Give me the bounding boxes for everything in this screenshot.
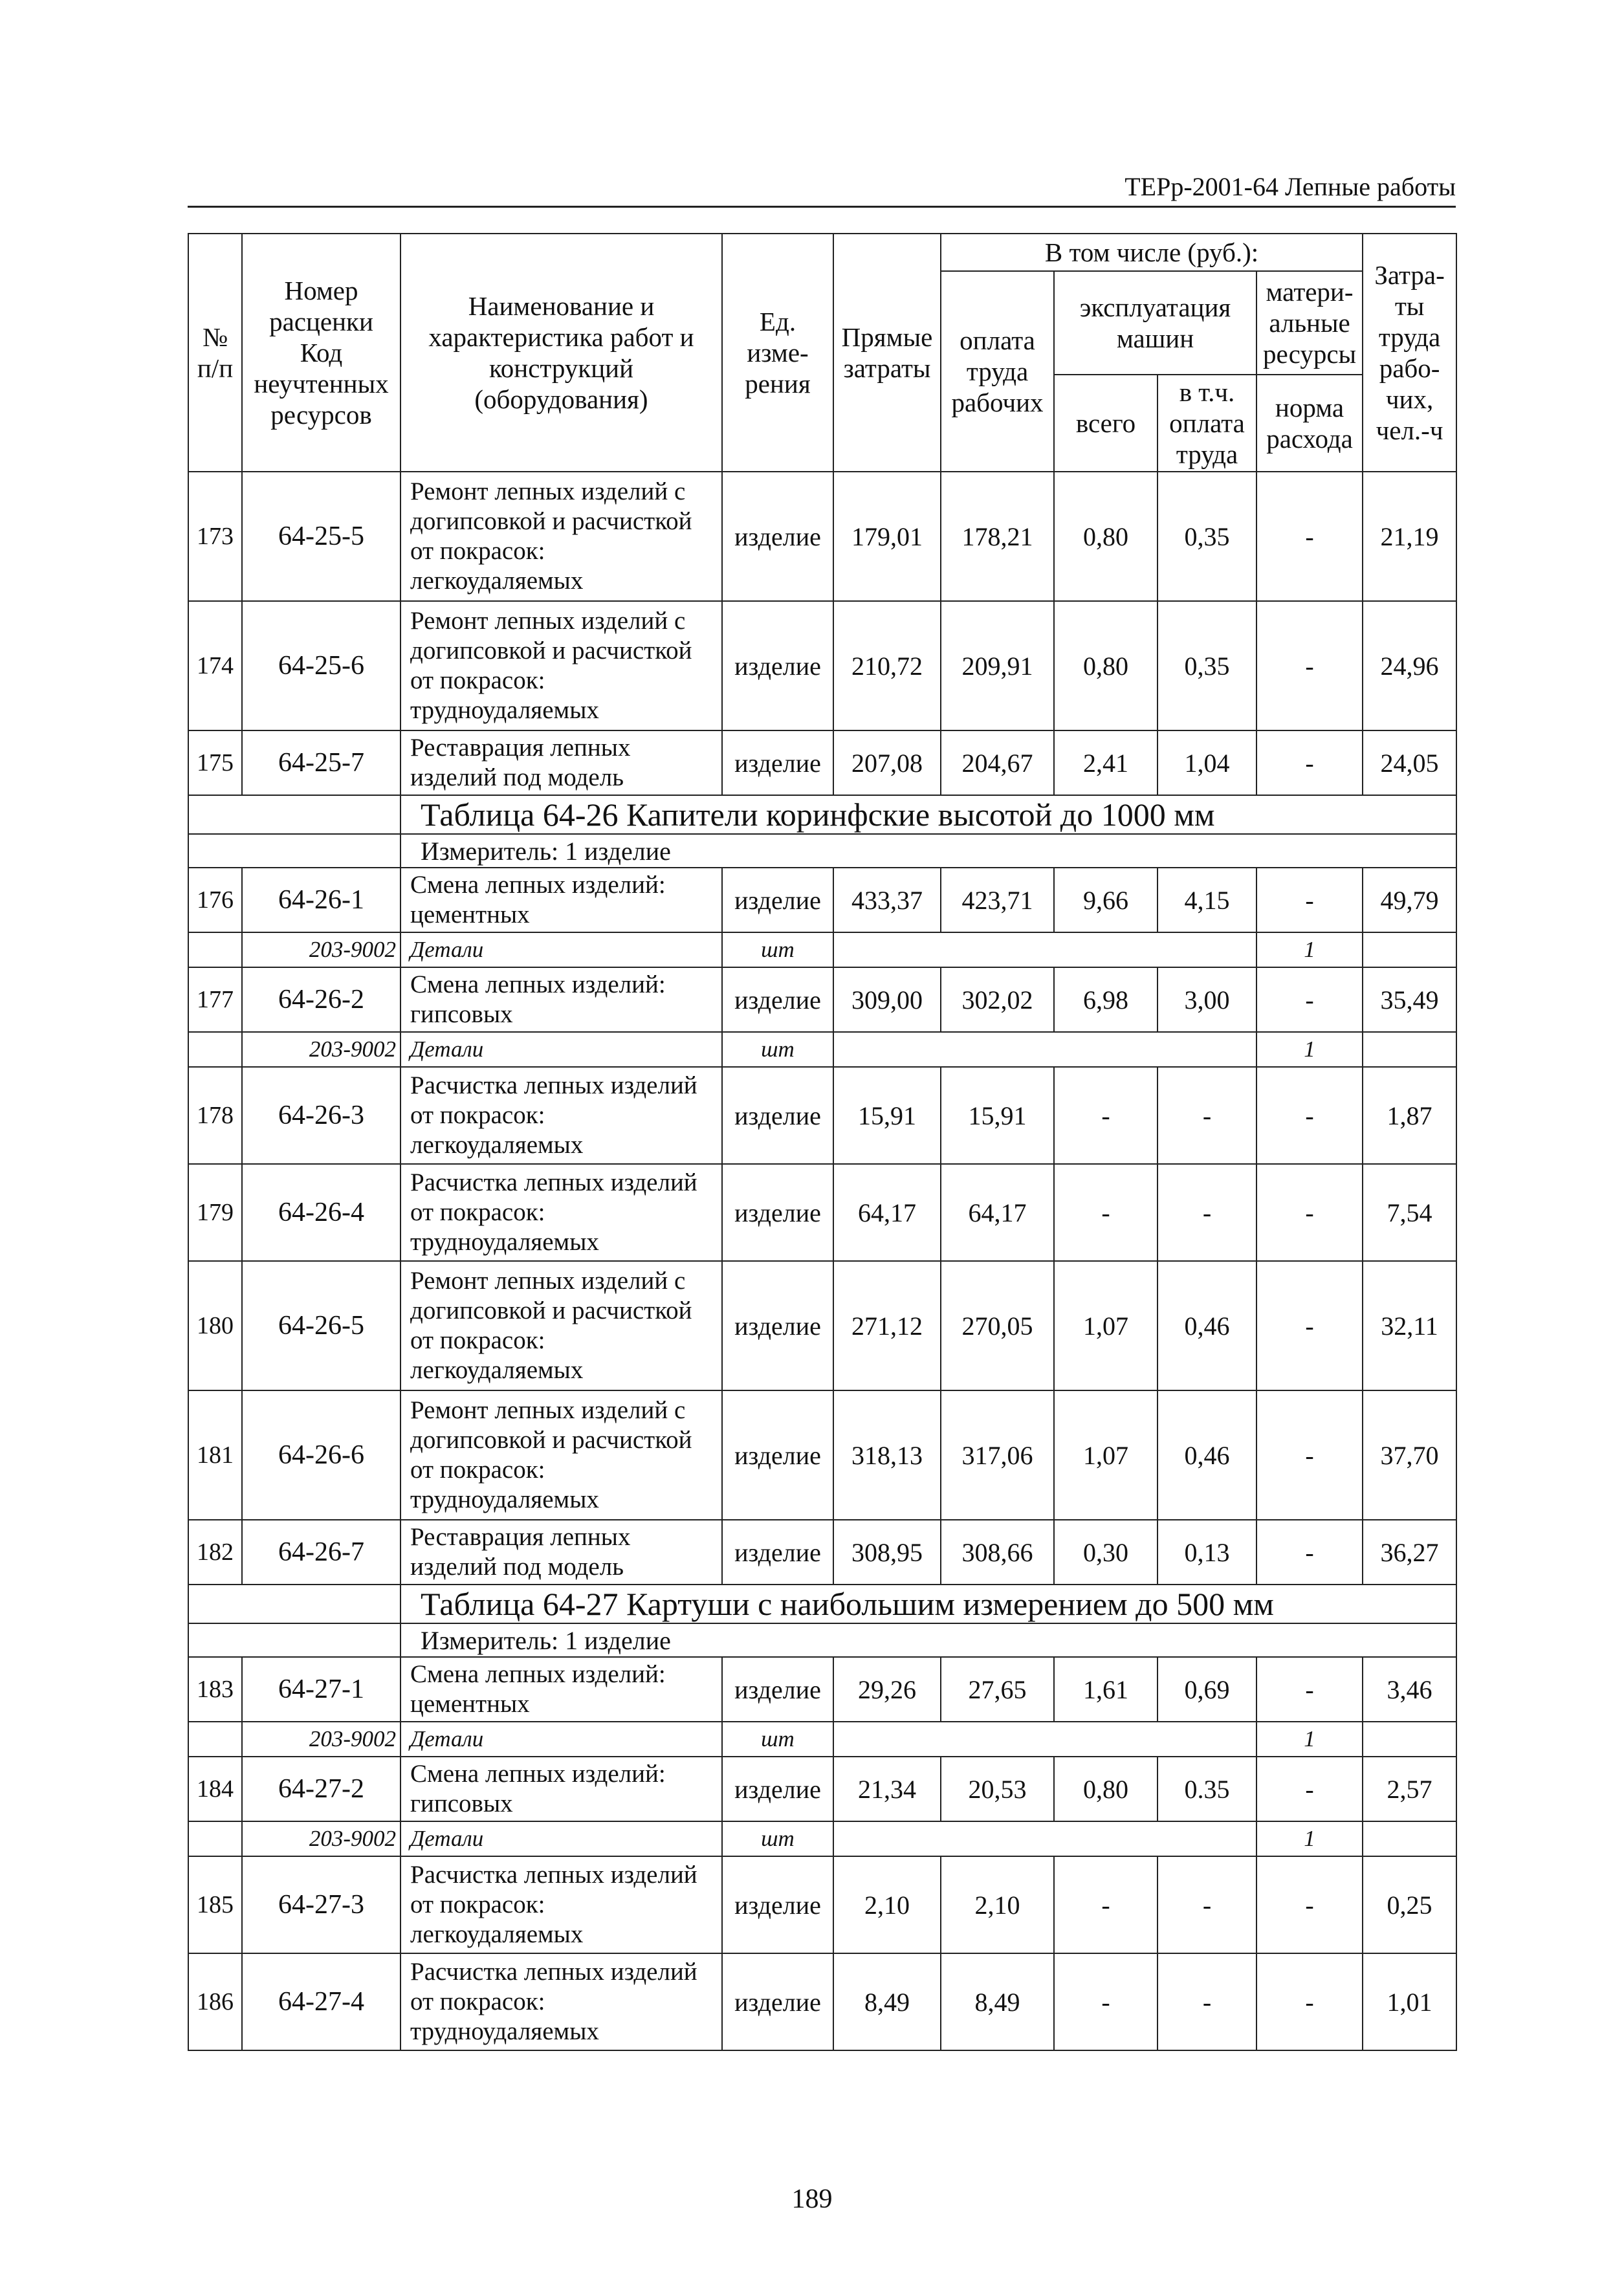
resource-num-empty bbox=[188, 1821, 242, 1856]
labor-hours: 49,79 bbox=[1363, 868, 1456, 932]
worker-wages: 15,91 bbox=[941, 1067, 1054, 1164]
work-name: Смена лепных изделий: гипсовых bbox=[401, 1757, 722, 1821]
table-row bbox=[188, 1164, 1456, 1261]
table-row bbox=[188, 472, 1456, 601]
unit: изделие bbox=[722, 472, 833, 601]
rate-code: 64-25-6 bbox=[242, 601, 401, 730]
section-row bbox=[188, 1585, 1456, 1623]
resource-unit: шт bbox=[722, 1722, 833, 1757]
row-number: 180 bbox=[188, 1261, 242, 1390]
table-row bbox=[188, 868, 1456, 932]
materials-norm: - bbox=[1256, 601, 1363, 730]
worker-wages: 204,67 bbox=[941, 730, 1054, 795]
machines-wages: 4,15 bbox=[1158, 868, 1256, 932]
resource-unit: шт bbox=[722, 1032, 833, 1067]
meter-left-empty bbox=[188, 1623, 401, 1657]
resource-labor-empty bbox=[1363, 932, 1456, 967]
unit: изделие bbox=[722, 1067, 833, 1164]
rate-code: 64-27-3 bbox=[242, 1856, 401, 1953]
unit: изделие bbox=[722, 1953, 833, 2050]
unit: изделие bbox=[722, 601, 833, 730]
labor-hours: 1,01 bbox=[1363, 1953, 1456, 2050]
machines-total: 1,07 bbox=[1054, 1261, 1158, 1390]
direct-costs: 29,26 bbox=[833, 1657, 941, 1722]
meter-left-empty bbox=[188, 834, 401, 868]
resource-code: 203-9002 bbox=[242, 1821, 401, 1856]
work-name: Реставрация лепных изделий под модель bbox=[401, 1520, 722, 1585]
col-header-name: Наименование и характеристика работ и конструкций (оборудования) bbox=[401, 234, 722, 472]
machines-total: - bbox=[1054, 1067, 1158, 1164]
resource-num-empty bbox=[188, 932, 242, 967]
worker-wages: 2,10 bbox=[941, 1856, 1054, 1953]
machines-wages: - bbox=[1158, 1953, 1256, 2050]
resource-row bbox=[188, 1821, 1456, 1856]
machines-total: 1,61 bbox=[1054, 1657, 1158, 1722]
row-number: 176 bbox=[188, 868, 242, 932]
page-number: 189 bbox=[791, 2184, 833, 2214]
direct-costs: 64,17 bbox=[833, 1164, 941, 1261]
materials-norm: - bbox=[1256, 868, 1363, 932]
direct-costs: 15,91 bbox=[833, 1067, 941, 1164]
resource-name: Детали bbox=[401, 1722, 722, 1757]
resource-blank bbox=[833, 1821, 1256, 1856]
labor-hours: 7,54 bbox=[1363, 1164, 1456, 1261]
resource-name: Детали bbox=[401, 1821, 722, 1856]
meter-label: Измеритель: 1 изделие bbox=[401, 834, 1456, 868]
table-row bbox=[188, 601, 1456, 730]
col-header-including: В том числе (руб.): bbox=[941, 234, 1363, 271]
machines-wages: 0,46 bbox=[1158, 1390, 1256, 1520]
machines-total: 0,80 bbox=[1054, 601, 1158, 730]
table-row bbox=[188, 1261, 1456, 1390]
resource-labor-empty bbox=[1363, 1032, 1456, 1067]
worker-wages: 308,66 bbox=[941, 1520, 1054, 1585]
table-row bbox=[188, 1757, 1456, 1821]
row-number: 175 bbox=[188, 730, 242, 795]
section-title: Таблица 64-27 Картуши с наибольшим измерением до 500 мм bbox=[401, 1585, 1456, 1623]
rate-code: 64-26-5 bbox=[242, 1261, 401, 1390]
direct-costs: 309,00 bbox=[833, 967, 941, 1032]
labor-hours: 24,05 bbox=[1363, 730, 1456, 795]
work-name: Смена лепных изделий: цементных bbox=[401, 868, 722, 932]
rate-code: 64-26-6 bbox=[242, 1390, 401, 1520]
row-number: 182 bbox=[188, 1520, 242, 1585]
meter-row bbox=[188, 1623, 1456, 1657]
resource-code: 203-9002 bbox=[242, 1722, 401, 1757]
work-name: Ремонт лепных изделий с догипсовкой и расчисткой от покрасок: легкоудаляемых bbox=[401, 1261, 722, 1390]
worker-wages: 64,17 bbox=[941, 1164, 1054, 1261]
materials-norm: - bbox=[1256, 1067, 1363, 1164]
unit: изделие bbox=[722, 1261, 833, 1390]
machines-wages: - bbox=[1158, 1164, 1256, 1261]
col-header-materials-norm: норма расхода bbox=[1256, 375, 1363, 472]
row-number: 178 bbox=[188, 1067, 242, 1164]
row-number: 173 bbox=[188, 472, 242, 601]
direct-costs: 179,01 bbox=[833, 472, 941, 601]
col-header-unit: Ед. изме-рения bbox=[722, 234, 833, 472]
unit: изделие bbox=[722, 967, 833, 1032]
labor-hours: 32,11 bbox=[1363, 1261, 1456, 1390]
resource-blank bbox=[833, 1722, 1256, 1757]
materials-norm: - bbox=[1256, 1953, 1363, 2050]
machines-total: 6,98 bbox=[1054, 967, 1158, 1032]
unit: изделие bbox=[722, 1390, 833, 1520]
machines-total: 9,66 bbox=[1054, 868, 1158, 932]
worker-wages: 178,21 bbox=[941, 472, 1054, 601]
materials-norm: - bbox=[1256, 1757, 1363, 1821]
col-header-code: Номер расценки Код неучтенных ресурсов bbox=[242, 234, 401, 472]
rates-table bbox=[188, 233, 1457, 2051]
col-header-direct: Прямые затраты bbox=[833, 234, 941, 472]
work-name: Ремонт лепных изделий с догипсовкой и расчисткой от покрасок: трудноудаляемых bbox=[401, 601, 722, 730]
row-number: 184 bbox=[188, 1757, 242, 1821]
machines-wages: - bbox=[1158, 1067, 1256, 1164]
worker-wages: 423,71 bbox=[941, 868, 1054, 932]
direct-costs: 271,12 bbox=[833, 1261, 941, 1390]
worker-wages: 270,05 bbox=[941, 1261, 1054, 1390]
col-header-labor: Затра-ты труда рабо-чих, чел.-ч bbox=[1363, 234, 1456, 472]
row-number: 179 bbox=[188, 1164, 242, 1261]
unit: изделие bbox=[722, 1520, 833, 1585]
machines-total: 0,80 bbox=[1054, 472, 1158, 601]
row-number: 183 bbox=[188, 1657, 242, 1722]
machines-total: - bbox=[1054, 1953, 1158, 2050]
col-header-materials: матери-альные ресурсы bbox=[1256, 271, 1363, 375]
work-name: Смена лепных изделий: цементных bbox=[401, 1657, 722, 1722]
header-rule bbox=[188, 206, 1456, 208]
rate-code: 64-25-7 bbox=[242, 730, 401, 795]
materials-norm: - bbox=[1256, 730, 1363, 795]
resource-norm: 1 bbox=[1256, 1032, 1363, 1067]
labor-hours: 36,27 bbox=[1363, 1520, 1456, 1585]
rate-code: 64-27-4 bbox=[242, 1953, 401, 2050]
table-row bbox=[188, 1953, 1456, 2050]
materials-norm: - bbox=[1256, 1657, 1363, 1722]
machines-wages: 0.35 bbox=[1158, 1757, 1256, 1821]
unit: изделие bbox=[722, 1657, 833, 1722]
table-row bbox=[188, 1390, 1456, 1520]
work-name: Реставрация лепных изделий под модель bbox=[401, 730, 722, 795]
unit: изделие bbox=[722, 1856, 833, 1953]
rate-code: 64-26-2 bbox=[242, 967, 401, 1032]
rate-code: 64-26-7 bbox=[242, 1520, 401, 1585]
resource-row bbox=[188, 932, 1456, 967]
resource-name: Детали bbox=[401, 1032, 722, 1067]
worker-wages: 209,91 bbox=[941, 601, 1054, 730]
resource-name: Детали bbox=[401, 932, 722, 967]
labor-hours: 24,96 bbox=[1363, 601, 1456, 730]
worker-wages: 302,02 bbox=[941, 967, 1054, 1032]
work-name: Расчистка лепных изделий от покрасок: легкоудаляемых bbox=[401, 1856, 722, 1953]
table-row bbox=[188, 1520, 1456, 1585]
table-row bbox=[188, 1067, 1456, 1164]
direct-costs: 308,95 bbox=[833, 1520, 941, 1585]
table-header bbox=[188, 234, 1456, 472]
materials-norm: - bbox=[1256, 472, 1363, 601]
resource-row bbox=[188, 1032, 1456, 1067]
unit: изделие bbox=[722, 1757, 833, 1821]
machines-total: 0,80 bbox=[1054, 1757, 1158, 1821]
resource-labor-empty bbox=[1363, 1821, 1456, 1856]
section-row bbox=[188, 795, 1456, 834]
labor-hours: 35,49 bbox=[1363, 967, 1456, 1032]
table-body bbox=[188, 472, 1456, 2050]
col-header-machines-wages: в т.ч. оплата труда bbox=[1158, 375, 1256, 472]
col-header-num: № п/п bbox=[188, 234, 242, 472]
section-left-empty bbox=[188, 795, 401, 834]
resource-unit: шт bbox=[722, 932, 833, 967]
row-number: 186 bbox=[188, 1953, 242, 2050]
work-name: Расчистка лепных изделий от покрасок: легкоудаляемых bbox=[401, 1067, 722, 1164]
resource-num-empty bbox=[188, 1032, 242, 1067]
resource-norm: 1 bbox=[1256, 1722, 1363, 1757]
running-header: ТЕРр-2001-64 Лепные работы bbox=[1125, 172, 1456, 201]
resource-code: 203-9002 bbox=[242, 932, 401, 967]
row-number: 177 bbox=[188, 967, 242, 1032]
resource-blank bbox=[833, 1032, 1256, 1067]
work-name: Расчистка лепных изделий от покрасок: трудноудаляемых bbox=[401, 1164, 722, 1261]
materials-norm: - bbox=[1256, 1261, 1363, 1390]
work-name: Ремонт лепных изделий с догипсовкой и расчисткой от покрасок: трудноудаляемых bbox=[401, 1390, 722, 1520]
machines-wages: 0,69 bbox=[1158, 1657, 1256, 1722]
rate-code: 64-27-2 bbox=[242, 1757, 401, 1821]
work-name: Ремонт лепных изделий с догипсовкой и расчисткой от покрасок: легкоудаляемых bbox=[401, 472, 722, 601]
materials-norm: - bbox=[1256, 1856, 1363, 1953]
direct-costs: 207,08 bbox=[833, 730, 941, 795]
section-title: Таблица 64-26 Капители коринфские высотой до 1000 мм bbox=[401, 795, 1456, 834]
machines-total: 0,30 bbox=[1054, 1520, 1158, 1585]
worker-wages: 27,65 bbox=[941, 1657, 1054, 1722]
labor-hours: 21,19 bbox=[1363, 472, 1456, 601]
machines-total: - bbox=[1054, 1856, 1158, 1953]
col-header-wages: оплата труда рабочих bbox=[941, 271, 1054, 472]
resource-row bbox=[188, 1722, 1456, 1757]
unit: изделие bbox=[722, 730, 833, 795]
materials-norm: - bbox=[1256, 1390, 1363, 1520]
section-left-empty bbox=[188, 1585, 401, 1623]
direct-costs: 318,13 bbox=[833, 1390, 941, 1520]
table-row bbox=[188, 967, 1456, 1032]
materials-norm: - bbox=[1256, 1520, 1363, 1585]
materials-norm: - bbox=[1256, 1164, 1363, 1261]
unit: изделие bbox=[722, 868, 833, 932]
materials-norm: - bbox=[1256, 967, 1363, 1032]
direct-costs: 2,10 bbox=[833, 1856, 941, 1953]
labor-hours: 2,57 bbox=[1363, 1757, 1456, 1821]
direct-costs: 8,49 bbox=[833, 1953, 941, 2050]
machines-total: 1,07 bbox=[1054, 1390, 1158, 1520]
resource-code: 203-9002 bbox=[242, 1032, 401, 1067]
machines-total: 2,41 bbox=[1054, 730, 1158, 795]
table-row bbox=[188, 730, 1456, 795]
resource-norm: 1 bbox=[1256, 1821, 1363, 1856]
resource-labor-empty bbox=[1363, 1722, 1456, 1757]
table-row bbox=[188, 1657, 1456, 1722]
rate-code: 64-27-1 bbox=[242, 1657, 401, 1722]
labor-hours: 0,25 bbox=[1363, 1856, 1456, 1953]
worker-wages: 317,06 bbox=[941, 1390, 1054, 1520]
rate-code: 64-26-4 bbox=[242, 1164, 401, 1261]
row-number: 185 bbox=[188, 1856, 242, 1953]
machines-wages: - bbox=[1158, 1856, 1256, 1953]
work-name: Смена лепных изделий: гипсовых bbox=[401, 967, 722, 1032]
machines-wages: 0,46 bbox=[1158, 1261, 1256, 1390]
row-number: 181 bbox=[188, 1390, 242, 1520]
table-row bbox=[188, 1856, 1456, 1953]
work-name: Расчистка лепных изделий от покрасок: трудноудаляемых bbox=[401, 1953, 722, 2050]
worker-wages: 20,53 bbox=[941, 1757, 1054, 1821]
direct-costs: 210,72 bbox=[833, 601, 941, 730]
resource-blank bbox=[833, 932, 1256, 967]
machines-wages: 0,35 bbox=[1158, 601, 1256, 730]
labor-hours: 37,70 bbox=[1363, 1390, 1456, 1520]
rate-code: 64-26-3 bbox=[242, 1067, 401, 1164]
resource-unit: шт bbox=[722, 1821, 833, 1856]
labor-hours: 1,87 bbox=[1363, 1067, 1456, 1164]
direct-costs: 433,37 bbox=[833, 868, 941, 932]
worker-wages: 8,49 bbox=[941, 1953, 1054, 2050]
machines-total: - bbox=[1054, 1164, 1158, 1261]
machines-wages: 0,35 bbox=[1158, 472, 1256, 601]
machines-wages: 0,13 bbox=[1158, 1520, 1256, 1585]
col-header-machines-total: всего bbox=[1054, 375, 1158, 472]
meter-label: Измеритель: 1 изделие bbox=[401, 1623, 1456, 1657]
meter-row bbox=[188, 834, 1456, 868]
unit: изделие bbox=[722, 1164, 833, 1261]
machines-wages: 1,04 bbox=[1158, 730, 1256, 795]
row-number: 174 bbox=[188, 601, 242, 730]
resource-norm: 1 bbox=[1256, 932, 1363, 967]
resource-num-empty bbox=[188, 1722, 242, 1757]
rate-code: 64-25-5 bbox=[242, 472, 401, 601]
direct-costs: 21,34 bbox=[833, 1757, 941, 1821]
col-header-machines: эксплуатация машин bbox=[1054, 271, 1256, 375]
machines-wages: 3,00 bbox=[1158, 967, 1256, 1032]
labor-hours: 3,46 bbox=[1363, 1657, 1456, 1722]
rate-code: 64-26-1 bbox=[242, 868, 401, 932]
